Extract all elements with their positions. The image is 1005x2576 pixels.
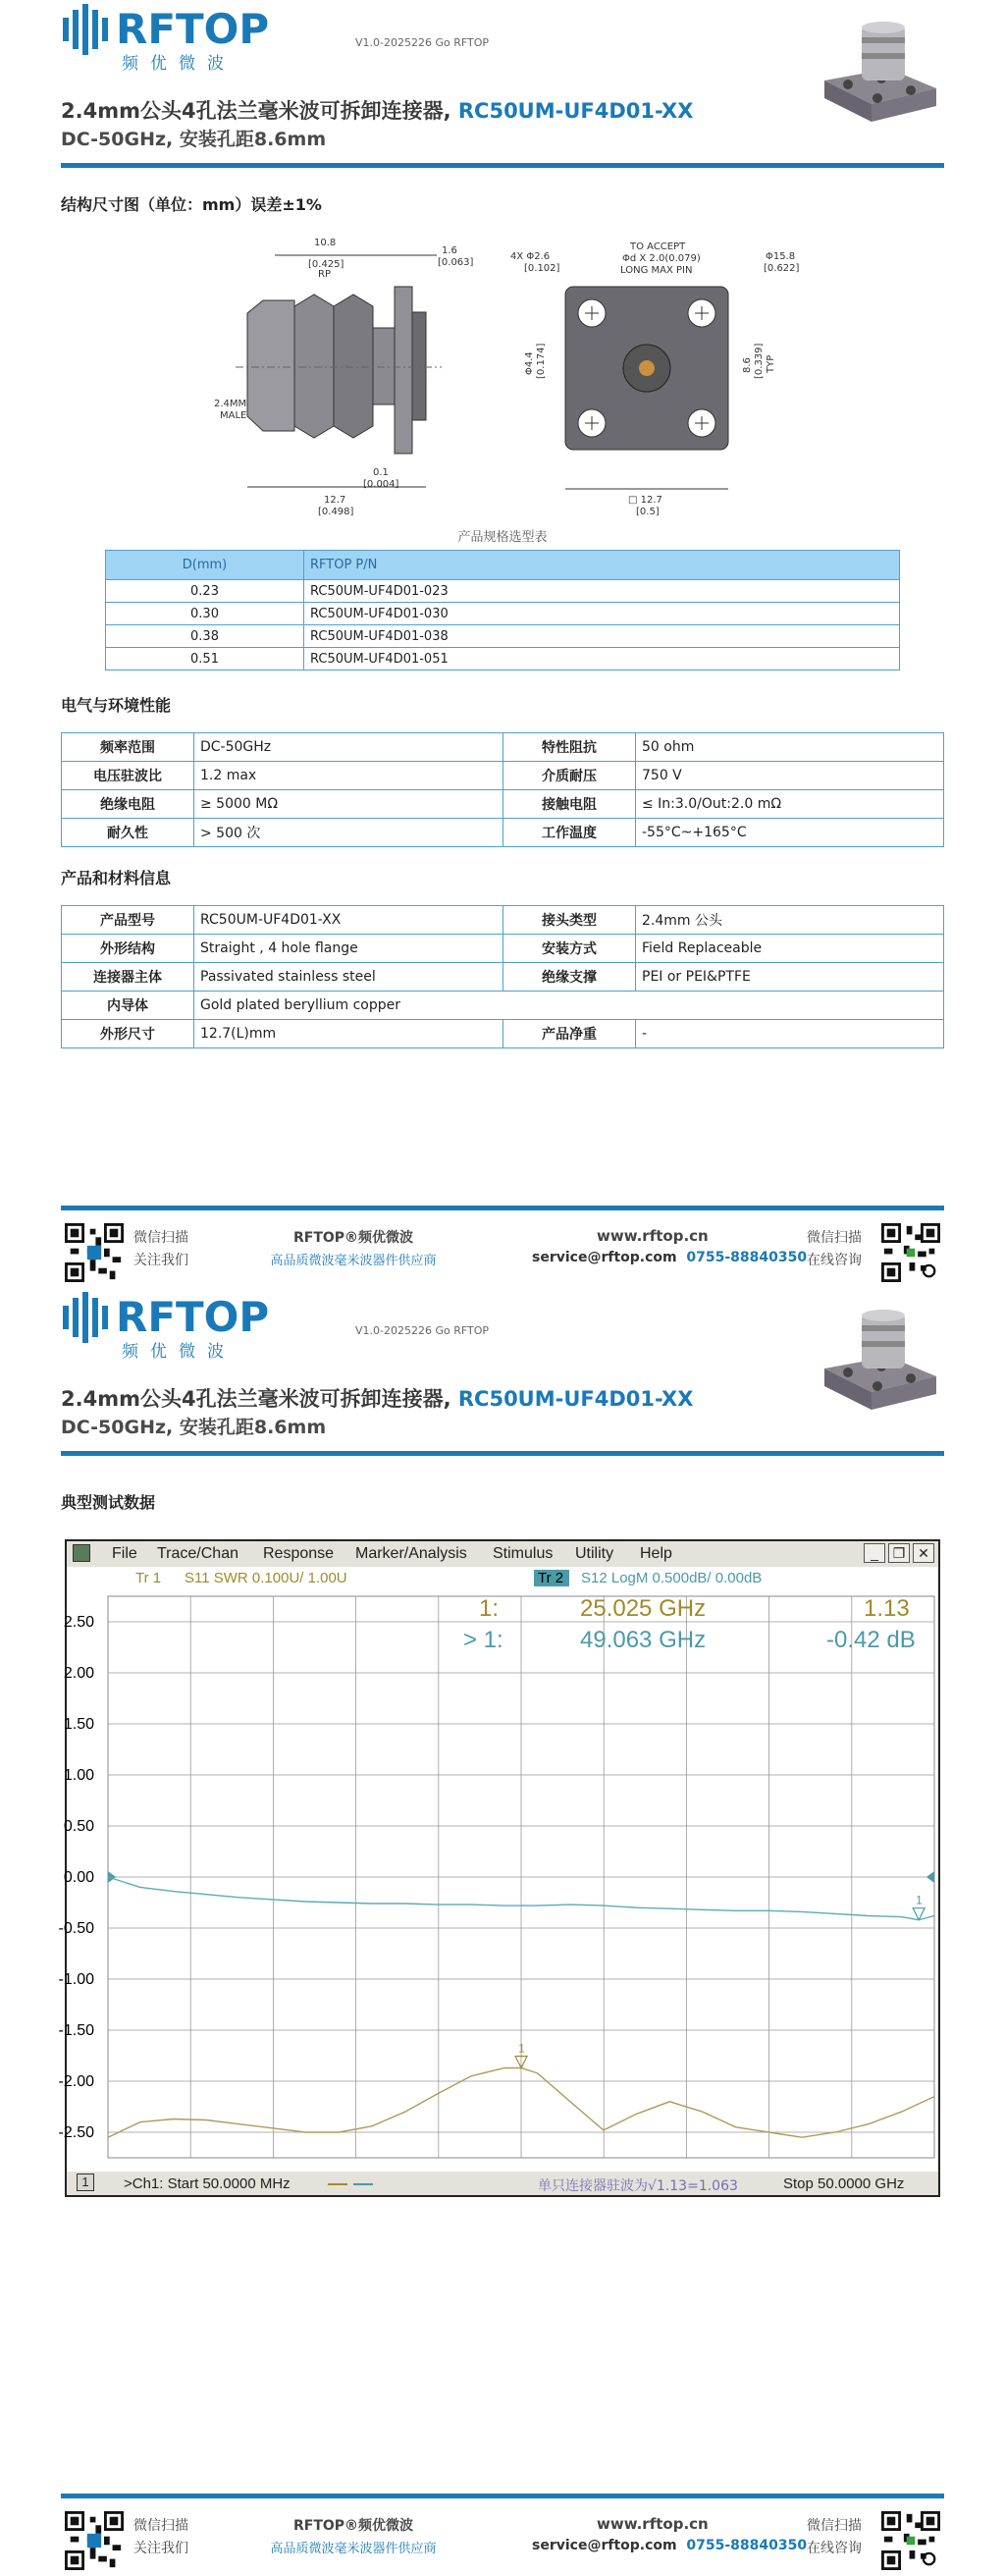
table-row: 电压驻波比 1.2 max 介质耐压 750 V	[62, 762, 944, 790]
svg-text:MALE: MALE	[220, 410, 247, 421]
footer-divider	[61, 1206, 944, 1210]
product-title: 2.4mm公头4孔法兰毫米波可拆卸连接器, RC50UM-UF4D01-XX	[61, 1387, 694, 1411]
logo-subtitle: 频优微波	[122, 54, 236, 74]
y-tick-label: 0.50	[63, 1818, 94, 1835]
logo-text: RFTOP	[116, 1293, 270, 1341]
table-row: 0.23 RC50UM-UF4D01-023	[106, 580, 900, 603]
svg-text:[0.498]: [0.498]	[318, 507, 354, 517]
svg-text:12.7: 12.7	[324, 495, 346, 506]
material-table	[61, 905, 944, 1048]
trace2-legend-swatch	[353, 2183, 373, 2185]
part-number: RC50UM-UF4D01-XX	[457, 99, 694, 123]
table-row: 0.30 RC50UM-UF4D01-030	[106, 603, 900, 625]
start-frequency: >Ch1: Start 50.0000 MHz	[124, 2175, 291, 2192]
logo-text: RFTOP	[116, 5, 270, 53]
footer-scan-consult: 微信扫描 在线咨询	[807, 2518, 862, 2556]
version-label: V1.0-2025226 Go RFTOP	[355, 1324, 490, 1337]
svg-text:□ 12.7: □ 12.7	[628, 495, 662, 506]
svg-text:0.1: 0.1	[373, 467, 389, 478]
svg-text:[0.339]: [0.339]	[754, 343, 765, 379]
y-tick-label: 1.50	[63, 1716, 94, 1733]
footer-contact	[532, 2538, 807, 2553]
menu-utility[interactable]: Utility	[575, 1545, 614, 1562]
footer-website[interactable]: www.rftop.cn	[597, 1227, 709, 1245]
footer-scan-consult: 微信扫描 在线咨询	[807, 1230, 862, 1268]
header-divider	[61, 1451, 944, 1456]
y-tick-label: 2.00	[63, 1665, 94, 1682]
marker-2-label: 1	[916, 1893, 923, 1907]
footer-scan-follow: 微信扫描 关注我们	[133, 1230, 188, 1268]
footer-slogan: 高品质微波毫米波器件供应商	[270, 2542, 437, 2556]
y-tick-label: -2.50	[58, 2124, 94, 2141]
footer-slogan: 高品质微波毫米波器件供应商	[270, 1254, 437, 1268]
table-row: 0.51 RC50UM-UF4D01-051	[106, 648, 900, 671]
selection-header: RFTOP P/N	[304, 551, 900, 580]
footer-email[interactable]: service@rftop.com	[532, 1250, 677, 1265]
qr-code-follow[interactable]	[65, 1223, 124, 1282]
qr-code-consult[interactable]	[881, 2511, 940, 2570]
y-tick-label: 2.50	[63, 1614, 94, 1631]
footer-divider	[61, 2494, 944, 2498]
selection-caption: 产品规格选型表	[457, 530, 548, 545]
menu-trace-chan[interactable]: Trace/Chan	[157, 1545, 238, 1562]
svg-text:10.8: 10.8	[314, 238, 337, 248]
svg-text:[0.004]: [0.004]	[363, 479, 399, 490]
y-tick-label: -1.00	[58, 1971, 94, 1988]
svg-text:1.6: 1.6	[442, 245, 457, 256]
table-row: 连接器主体 Passivated stainless steel 绝缘支撑 PEI or PEI&PTFE	[62, 963, 944, 992]
logo-subtitle: 频优微波	[122, 1342, 236, 1362]
section-title-drawing: 结构尺寸图（单位：mm）误差±1%	[61, 195, 322, 214]
qr-code-follow[interactable]	[65, 2511, 124, 2570]
marker2-value: -0.42 dB	[826, 1627, 916, 1653]
rftop-logo	[61, 1288, 270, 1363]
table-row: 外形尺寸 12.7(L)mm 产品净重 -	[62, 1020, 944, 1048]
svg-text:[0.5]: [0.5]	[636, 507, 660, 517]
section-title-test: 典型测试数据	[61, 1493, 156, 1512]
trace2-label: S12 LogM 0.500dB/ 0.00dB	[581, 1570, 763, 1586]
product-subtitle: DC-50GHz, 安装孔距8.6mm	[61, 1417, 327, 1438]
part-number: RC50UM-UF4D01-XX	[457, 1387, 694, 1411]
y-tick-label: -0.50	[58, 1920, 94, 1937]
section-title-material: 产品和材料信息	[61, 869, 172, 887]
table-row: 外形结构 Straight , 4 hole flange 安装方式 Field Replaceable	[62, 935, 944, 963]
menu-stimulus[interactable]: Stimulus	[493, 1545, 554, 1562]
vna-trace-plot	[58, 1567, 938, 2172]
marker2-id: > 1:	[463, 1627, 503, 1653]
section-title-electrical: 电气与环境性能	[61, 696, 172, 715]
footer-brand: RFTOP®频优微波	[292, 1230, 414, 1246]
vna-status-bar	[67, 2172, 938, 2195]
product-title: 2.4mm公头4孔法兰毫米波可拆卸连接器, RC50UM-UF4D01-XX	[61, 99, 694, 123]
header-divider	[61, 163, 944, 168]
table-row: 绝缘电阻 ≥ 5000 MΩ 接触电阻 ≤ In:3.0/Out:2.0 mΩ	[62, 790, 944, 819]
marker-1-label: 1	[518, 2041, 525, 2056]
svg-text:TYP: TYP	[766, 354, 776, 373]
restore-icon[interactable]: ❐	[888, 1543, 910, 1563]
vswr-note: 单只连接器驻波为√1.13=1.063	[538, 2178, 738, 2194]
channel-number[interactable]: 1	[77, 2174, 94, 2191]
svg-text:2.4MM: 2.4MM	[214, 399, 247, 409]
connector-photo	[820, 1308, 940, 1423]
dimension-drawing	[216, 230, 824, 524]
rftop-logo	[61, 0, 270, 75]
marker1-value: 1.13	[864, 1595, 910, 1622]
svg-text:Φd X 2.0(0.079): Φd X 2.0(0.079)	[622, 253, 701, 264]
menu-response[interactable]: Response	[263, 1545, 335, 1562]
svg-text:RP: RP	[318, 269, 331, 280]
marker2-frequency: 49.063 GHz	[580, 1627, 707, 1653]
svg-text:8.6: 8.6	[742, 357, 753, 373]
marker1-id: 1:	[479, 1595, 500, 1622]
footer-website[interactable]: www.rftop.cn	[597, 2515, 709, 2533]
svg-text:[0.102]: [0.102]	[524, 263, 560, 274]
table-row: 耐久性 > 500 次 工作温度 -55°C~+165°C	[62, 819, 944, 847]
selection-header: D(mm)	[106, 551, 304, 580]
y-tick-label: -2.00	[58, 2073, 94, 2090]
trace2-id: Tr 2	[538, 1570, 564, 1586]
footer-scan-follow: 微信扫描 关注我们	[133, 2518, 188, 2556]
footer-phone: 0755-88840350	[686, 2538, 808, 2553]
footer-brand: RFTOP®频优微波	[292, 2518, 414, 2534]
footer-phone: 0755-88840350	[686, 1250, 808, 1265]
svg-text:[0.174]: [0.174]	[536, 343, 547, 379]
qr-code-consult[interactable]	[881, 1223, 940, 1282]
stop-frequency: Stop 50.0000 GHz	[783, 2175, 905, 2192]
selection-table	[105, 550, 900, 671]
version-label: V1.0-2025226 Go RFTOP	[355, 36, 490, 49]
minimize-icon[interactable]: _	[864, 1543, 885, 1563]
y-tick-label: 0.00	[63, 1869, 94, 1886]
footer-contact	[532, 1250, 807, 1265]
menu-marker-analysis[interactable]: Marker/Analysis	[355, 1545, 467, 1562]
vna-screenshot	[58, 1539, 940, 2197]
menu-help[interactable]: Help	[640, 1545, 672, 1562]
svg-text:Φ4.4: Φ4.4	[524, 351, 535, 375]
vna-menu-bar	[67, 1541, 938, 1567]
svg-text:TO ACCEPT: TO ACCEPT	[630, 242, 686, 252]
connector-photo	[820, 20, 940, 135]
svg-text:LONG MAX PIN: LONG MAX PIN	[620, 265, 693, 276]
svg-text:[0.063]: [0.063]	[438, 257, 474, 268]
marker1-frequency: 25.025 GHz	[580, 1595, 707, 1622]
svg-text:4X Φ2.6: 4X Φ2.6	[510, 251, 551, 262]
svg-text:[0.622]: [0.622]	[764, 263, 800, 274]
trace1-id: Tr 1	[135, 1570, 162, 1586]
close-icon[interactable]: ✕	[913, 1543, 934, 1563]
footer-email[interactable]: service@rftop.com	[532, 2538, 677, 2553]
trace1-label: S11 SWR 0.100U/ 1.00U	[185, 1570, 347, 1586]
svg-text:Φ15.8: Φ15.8	[766, 251, 796, 262]
table-row: 内导体 Gold plated beryllium copper	[62, 992, 944, 1020]
electrical-table	[61, 732, 944, 847]
product-subtitle: DC-50GHz, 安装孔距8.6mm	[61, 129, 327, 150]
table-row: 产品型号 RC50UM-UF4D01-XX 接头类型 2.4mm 公头	[62, 906, 944, 935]
table-row: 频率范围 DC-50GHz 特性阻抗 50 ohm	[62, 733, 944, 762]
svg-text:[0.425]: [0.425]	[308, 259, 344, 270]
menu-file[interactable]: File	[112, 1545, 137, 1562]
trace1-legend-swatch	[328, 2183, 347, 2185]
table-row: 0.38 RC50UM-UF4D01-038	[106, 625, 900, 648]
app-icon	[73, 1544, 90, 1562]
y-tick-label: -1.50	[58, 2022, 94, 2039]
y-tick-label: 1.00	[63, 1767, 94, 1784]
